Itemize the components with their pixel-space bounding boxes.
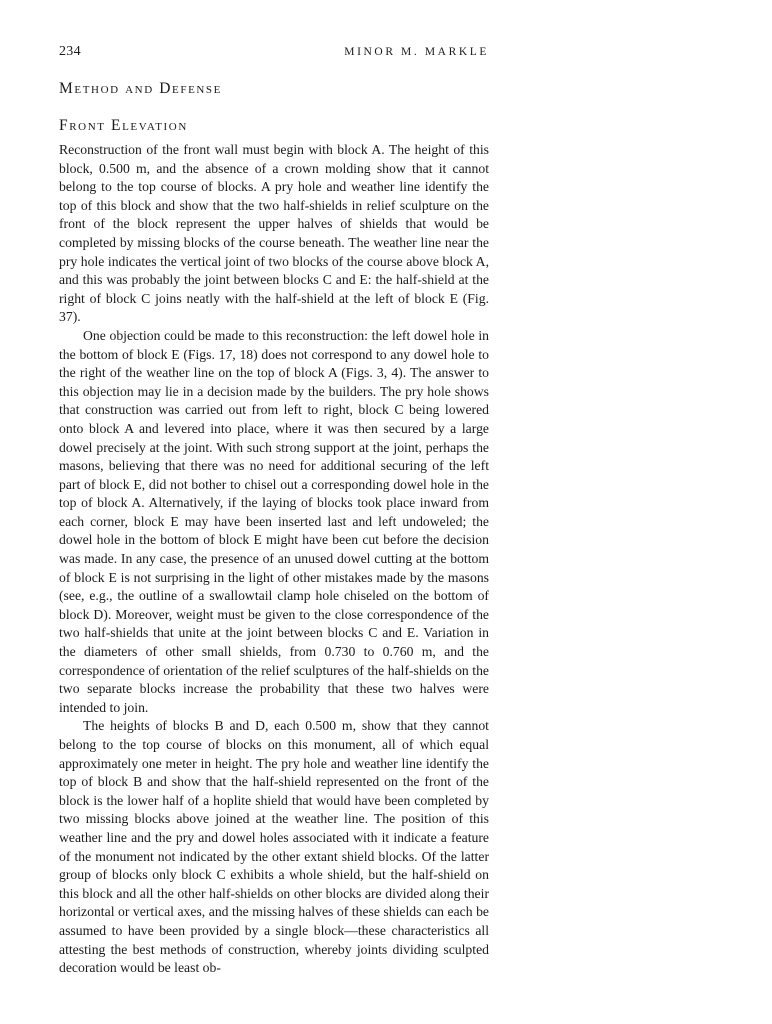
- paragraph: Reconstruction of the front wall must begin with block A. The height of this block, 0.500 m, and the absence of a crown molding show that it cannot belong to the top course of blocks. A pry hole and weather line identify the top of this block and show that the two half-shields in relief sculpture on the front of the block represent the upper halves of shields that would be completed by missing blocks of the course beneath. The weather line near the pry hole indicates the vertical joint of two blocks of the course above block A, and this was probably the joint between blocks C and E: the half-shield at the right of block C joins neatly with the half-shield at the left of block E (Fig. 37).: [59, 142, 489, 325]
- subsection-heading: Front Elevation: [59, 117, 188, 134]
- section-heading: Method and Defense: [59, 80, 222, 97]
- page-header: [59, 44, 489, 60]
- paragraph: One objection could be made to this reconstruction: the left dowel hole in the bottom of block E (Figs. 17, 18) does not correspond to any dowel hole to the right of the weather line on the top of block A (Figs. 3, 4). The answer to this objection may lie in a decision made by the builders. The pry hole shows that construction was carried out from left to right, block C being lowered onto block A and levered into place, where it was then secured by a large dowel precisely at the joint. With such strong support at the joint, perhaps the masons, believing that there was no need for additional securing of the left part of block E, did not bother to chisel out a corresponding dowel hole in the top of block A. Alternatively, if the laying of blocks took place inward from each corner, block E may have been inserted last and left undoweled; the dowel hole in the bottom of block E might have been cut before the decision was made. In any case, the presence of an unused dowel cutting at the bottom of block E is not surprising in the light of other mistakes made by the masons (see, e.g., the outline of a swallowtail clamp hole chiseled on the bottom of block D). Moreover, weight must be given to the close correspondence of the two half-shields that unite at the joint between blocks C and E. Variation in the diameters of other small shields, from 0.730 to 0.760 m, and the correspondence of orientation of the relief sculptures of the half-shields on the two separate blocks increase the probability that these two halves were intended to join.: [59, 327, 489, 715]
- body-text: [59, 141, 489, 978]
- running-head-author: MINOR M. MARKLE: [344, 46, 489, 58]
- page-number: 234: [59, 44, 81, 59]
- paragraph: The heights of blocks B and D, each 0.500 m, show that they cannot belong to the top course of blocks on this monument, all of which equal approximately one meter in height. The pry hole and weather line identify the top of block B and show that the half-shield represented on the front of the block is the lower half of a hoplite shield that would have been completed by two missing blocks above joined at the weather line. The position of this weather line and the pry and dowel holes associated with it indicate a feature of the monument not indicated by the other extant shield blocks. Of the latter group of blocks only block C exhibits a whole shield, but the half-shield on this block and all the other half-shields on other blocks are divided along their horizontal or vertical axes, and the missing halves of these shields can each be assumed to have been provided by a single block—these characteristics all attesting the best methods of construction, whereby joints dividing sculpted decoration would be least ob-: [59, 718, 489, 976]
